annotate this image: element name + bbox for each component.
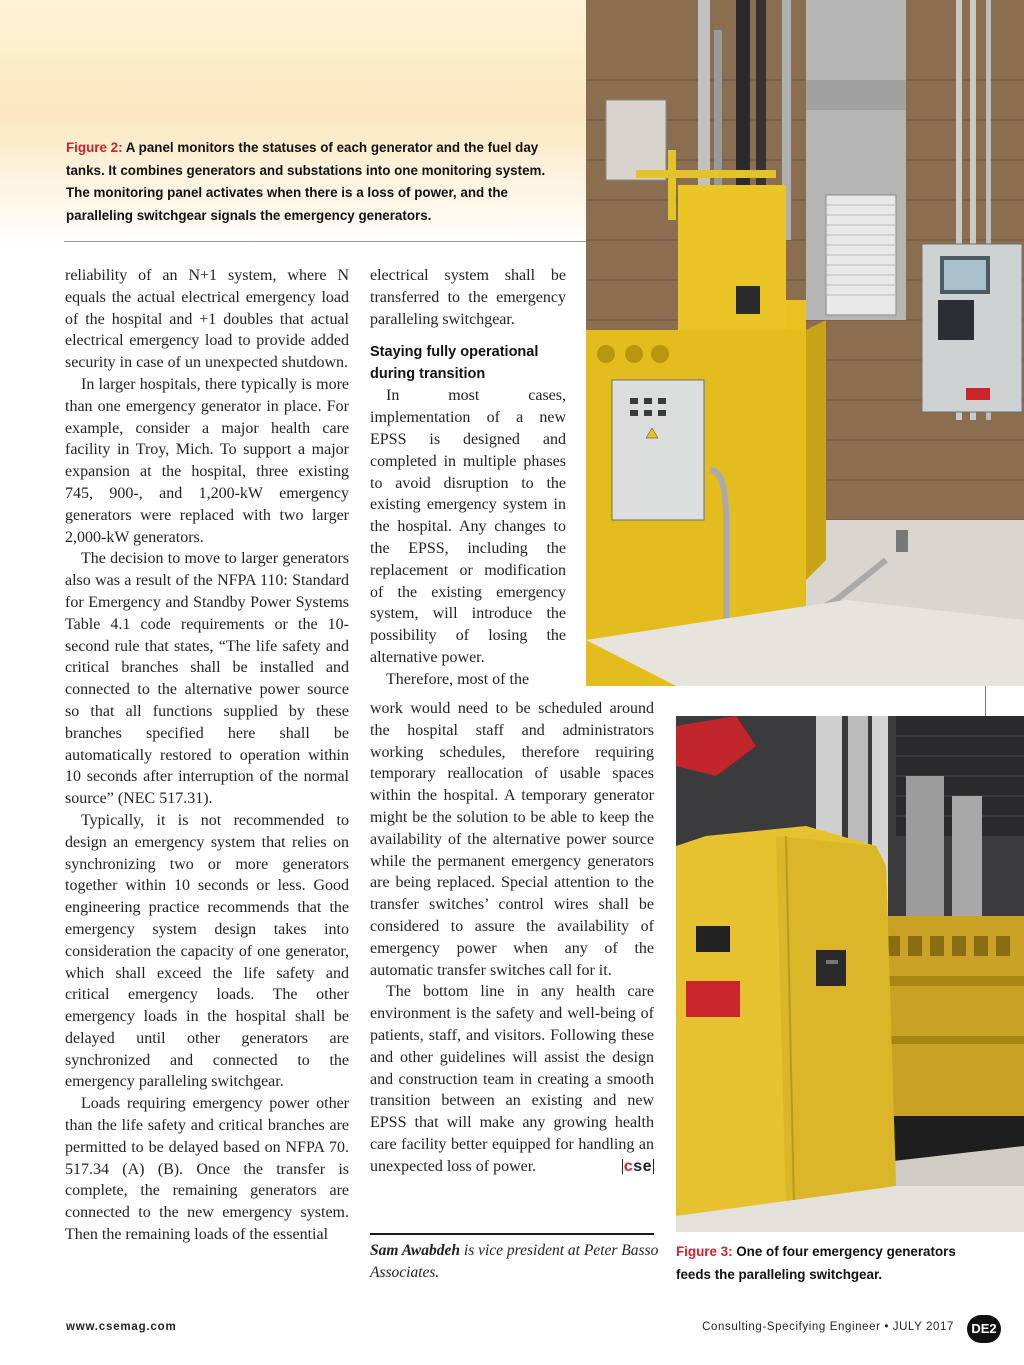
paragraph-final (370, 981, 654, 1177)
footer-publication: Consulting-Specifying Engineer • JULY 2017 (702, 1321, 954, 1333)
figure-2-caption (66, 137, 566, 227)
figure-2-photo (586, 0, 1024, 686)
paragraph: Loads requiring emergency power other than the life safety and critical branches are permitted to be delayed based on NFPA 70. 517.34 (A) (B). Once the transfer is complete, the remaining generators are connected to the new emergency system. Then the remaining loads of the essential (65, 1095, 349, 1244)
paragraph: work would need to be scheduled around the hospital staff and administrators working schedules, therefore requiring temporary reallocation of usable spaces within the hospital. A temporary generator might be the solution to be able to keep the availability of the alternative power source while the permanent emergency generators are being replaced. Special attention to the transfer switches’ control wires shall be considered to assure the availability of emergency power when any of the automatic transfer switches call for it. (370, 700, 654, 979)
figure-3-caption (676, 1241, 976, 1286)
page-number-badge: DE2 (967, 1315, 1001, 1343)
paragraph: Typically, it is not recommended to design an emergency system that relies on synchronizing two or more generators together within 10 seconds or less. Good engineering practice recommends that the emergency system design takes into consideration the capacity of one generator, which shall exceed the life safety and critical emergency loads. The other emergency loads in the hospital shall be delayed until other generators are synchronized and connected to the emergency paralleling switchgear. (65, 811, 349, 1091)
section-subheading: Staying fully operational during transition (370, 344, 539, 382)
paragraph: In most cases, implementation of a new EPSS is designed and completed in multiple phases to avoid disruption to the existing emergency system in the hospital. Any changes to the EPSS, including the replacement or modification of the existing emergency system, will introduce the possibility of losing the alternative power. (370, 387, 566, 666)
article-column-2-bottom (370, 698, 654, 1178)
author-bio-text: is vice president at Peter Basso Associates. (370, 1242, 659, 1281)
figure-3-text: One of four emergency generators feeds the paralleling switchgear. (676, 1244, 956, 1282)
author-bio (370, 1240, 660, 1283)
article-column-2-top (370, 265, 566, 691)
author-name: Sam Awabdeh (370, 1242, 461, 1259)
paragraph: In larger hospitals, there typically is more than one emergency generator in place. For example, consider a major health care facility in Troy, Mich. To support a major expansion at the hospital, three existing 745, 900-, and 1,200-kW emergency generators were replaced with two larger 2,000-kW generators. (65, 375, 349, 546)
footer-website[interactable]: www.csemag.com (66, 1321, 177, 1333)
figure-2-label: Figure 2: (66, 140, 123, 155)
paragraph: reliability of an N+1 system, where N equals the actual electrical emergency load of the hospital and +1 doubles that actual electrical emergency load to provide added security in case of un unexpected shutdown. (65, 267, 349, 372)
paragraph: Therefore, most of the (386, 670, 530, 688)
figure-divider (985, 686, 986, 716)
figure-2-text: A panel monitors the statuses of each generator and the fuel day tanks. It combines generators and substations into one monitoring system. The monitoring panel activates when there is a loss of power, and the paralleling switchgear signals the emergency generators. (66, 140, 546, 223)
cse-logo: cse (623, 1157, 652, 1175)
paragraph: electrical system shall be transferred to the emergency paralleling switchgear. (370, 267, 566, 328)
caption-divider (64, 241, 586, 242)
bio-divider (370, 1233, 654, 1235)
article-column-1 (65, 265, 349, 1246)
figure-3-label: Figure 3: (676, 1244, 733, 1259)
figure-3-photo (676, 716, 1024, 1232)
paragraph: The decision to move to larger generators also was a result of the NFPA 110: Standard for Emergency and Standby Power Systems Table 4.1 code requirements or the 10-second rule that states, “The life safety and critical branches shall be installed and connected to the alternative power source so that all functions supplied by these branches specified here shall be automatically restored to operation within 10 seconds after interruption of the normal source” (NEC 517.31). (65, 550, 349, 808)
final-text: The bottom line in any health care environment is the safety and well-being of patients, staff, and visitors. Following these and other guidelines will assist the design and construction team in creating a smooth transition between an existing and new EPSS that will make any growing health care facility better equipped for handling an unexpected loss of power. (370, 983, 654, 1175)
